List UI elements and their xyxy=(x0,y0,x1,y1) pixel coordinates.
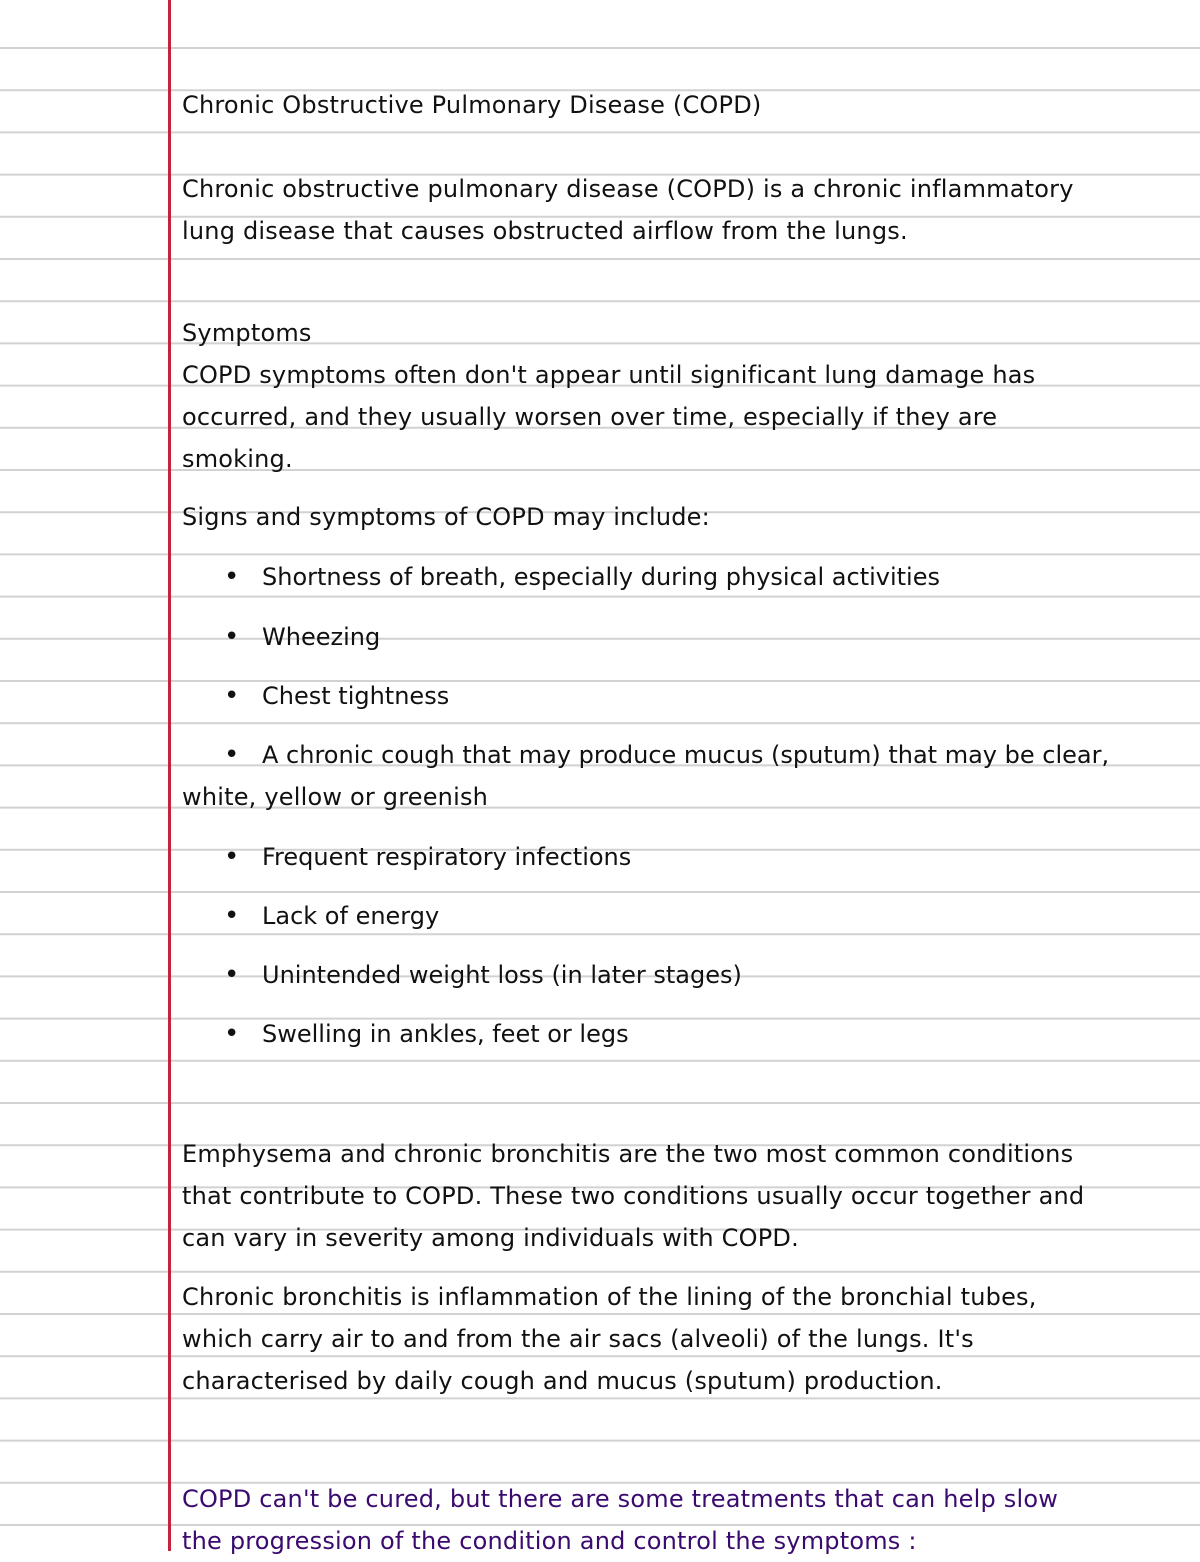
emphysema-para-line-1: Emphysema and chronic bronchitis are the two most common conditions xyxy=(182,1140,1074,1168)
margin-line xyxy=(168,0,171,1551)
list-item-text: Wheezing xyxy=(262,623,381,651)
treatment-para-line-2: the progression of the condition and control the symptoms : xyxy=(182,1527,917,1555)
symptoms-para-line-2: occurred, and they usually worsen over time, especially if they are xyxy=(182,403,998,431)
page-title: Chronic Obstructive Pulmonary Disease (COPD) xyxy=(182,91,762,119)
list-item-text: Chest tightness xyxy=(262,682,450,710)
list-item-text: A chronic cough that may produce mucus (sputum) that may be clear, xyxy=(262,741,1110,769)
list-item-continuation: white, yellow or greenish xyxy=(182,783,489,811)
list-item-text: Frequent respiratory infections xyxy=(262,843,632,871)
bullet-icon: • xyxy=(224,901,240,931)
list-item-text: Unintended weight loss (in later stages) xyxy=(262,961,742,989)
emphysema-para-line-2: that contribute to COPD. These two conditions usually occur together and xyxy=(182,1182,1085,1210)
bullet-icon: • xyxy=(224,740,240,770)
signs-intro: Signs and symptoms of COPD may include: xyxy=(182,503,710,531)
symptoms-para-line-3: smoking. xyxy=(182,445,293,473)
bullet-icon: • xyxy=(224,622,240,652)
emphysema-para-line-3: can vary in severity among individuals with COPD. xyxy=(182,1224,799,1252)
bronchitis-para-line-2: which carry air to and from the air sacs (alveoli) of the lungs. It's xyxy=(182,1325,974,1353)
treatment-para-line-1: COPD can't be cured, but there are some treatments that can help slow xyxy=(182,1485,1059,1513)
bullet-icon: • xyxy=(224,842,240,872)
intro-line-1: Chronic obstructive pulmonary disease (COPD) is a chronic inflammatory xyxy=(182,175,1074,203)
symptoms-para-line-1: COPD symptoms often don't appear until significant lung damage has xyxy=(182,361,1036,389)
bullet-icon: • xyxy=(224,562,240,592)
list-item-text: Lack of energy xyxy=(262,902,440,930)
bronchitis-para-line-1: Chronic bronchitis is inflammation of the lining of the bronchial tubes, xyxy=(182,1283,1037,1311)
list-item-text: Swelling in ankles, feet or legs xyxy=(262,1020,629,1048)
bullet-icon: • xyxy=(224,960,240,990)
symptoms-heading: Symptoms xyxy=(182,319,312,347)
bullet-icon: • xyxy=(224,681,240,711)
list-item-text: Shortness of breath, especially during physical activities xyxy=(262,563,940,591)
bronchitis-para-line-3: characterised by daily cough and mucus (sputum) production. xyxy=(182,1367,943,1395)
intro-line-2: lung disease that causes obstructed airflow from the lungs. xyxy=(182,217,908,245)
bullet-icon: • xyxy=(224,1019,240,1049)
